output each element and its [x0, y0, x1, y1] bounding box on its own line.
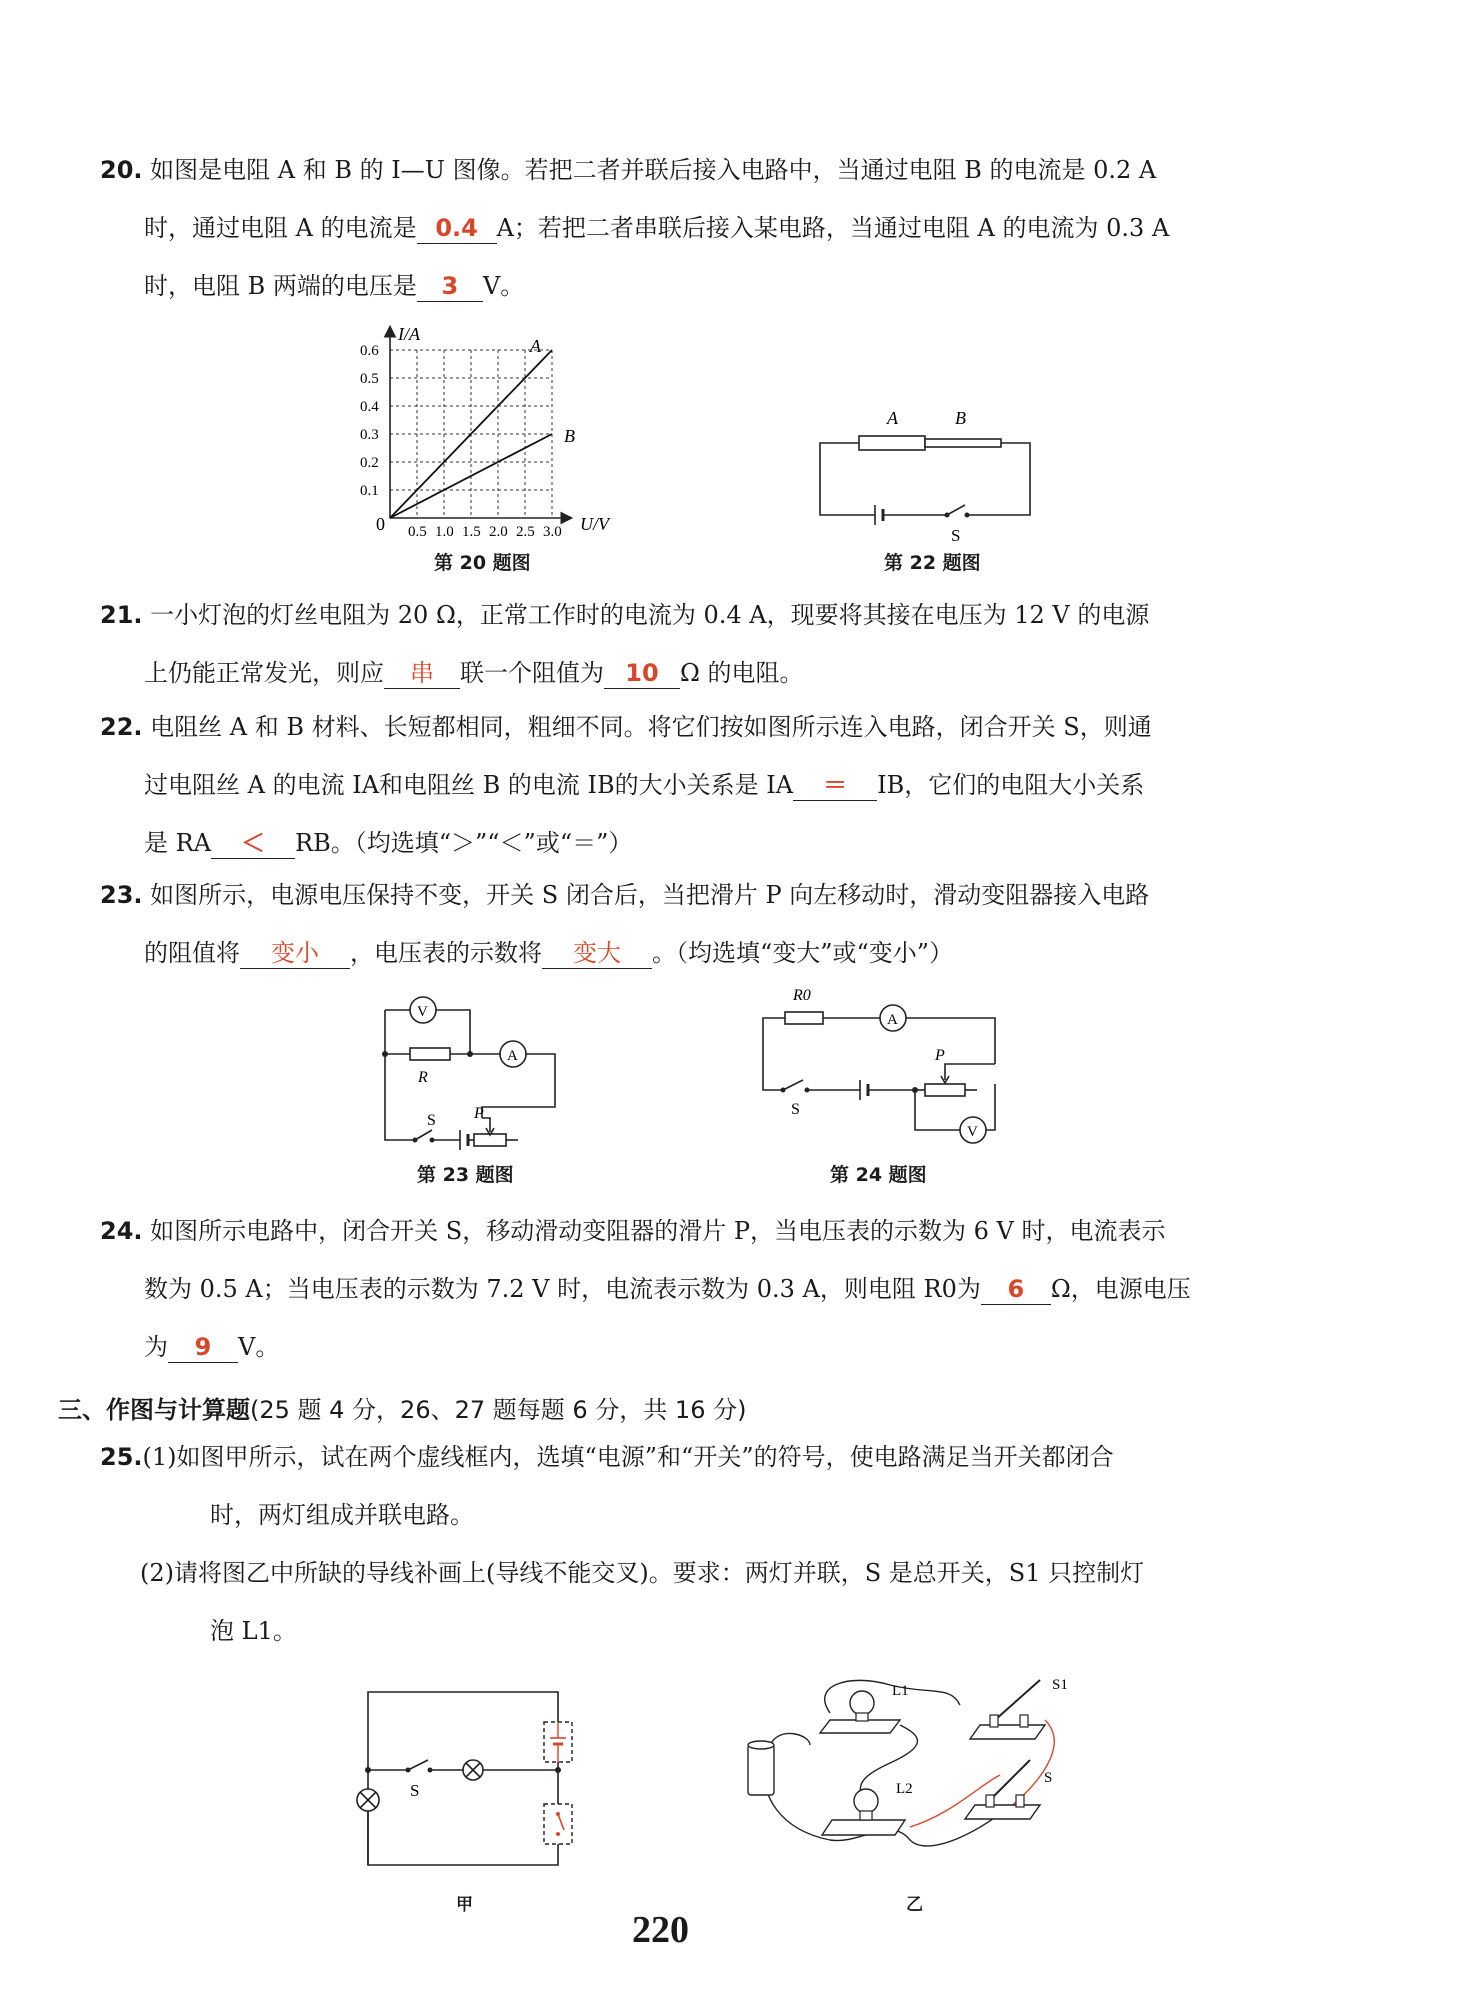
question-text: 一小灯泡的灯丝电阻为 20 Ω，正常工作时的电流为 0.4 A，现要将其接在电压为 12 V 的电源	[150, 601, 1150, 629]
question-text: (2)请将图乙中所缺的导线补画上(导线不能交叉)。要求：两灯并联，S 是总开关，S1 只控制灯	[140, 1559, 1145, 1587]
section-note: (25 题 4 分，26、27 题每题 6 分，共 16 分)	[250, 1396, 747, 1424]
question-text: A；若把二者串联后接入某电路，当通过电阻 A 的电流为 0.3 A	[496, 214, 1170, 242]
figure-25-yi-caption: 乙	[906, 1895, 923, 1915]
question-24	[100, 1202, 1310, 1376]
resistor-b	[925, 439, 1001, 447]
section-3-header	[58, 1390, 746, 1425]
label-s: S	[791, 1101, 800, 1118]
line-a-label: A	[530, 336, 541, 356]
figure-24-circuit	[755, 980, 1005, 1150]
question-text: 过电阻丝 A 的电流 IA和电阻丝 B 的电流 IB的大小关系是 IA	[144, 771, 794, 799]
question-text: 联一个阻值为	[460, 659, 604, 687]
resistor-a	[859, 436, 925, 450]
label-s: S	[410, 1781, 420, 1800]
question-text: 是 RA	[144, 829, 212, 857]
ammeter-label: A	[507, 1048, 518, 1064]
origin-label: 0	[376, 514, 385, 534]
figure-25-jia-caption: 甲	[456, 1895, 473, 1915]
question-23	[100, 866, 1310, 982]
bulb-l1	[850, 1691, 874, 1715]
question-25	[100, 1428, 1310, 1660]
lamp-base-l2	[822, 1820, 905, 1835]
question-20	[100, 141, 1310, 315]
question-number: 24.	[100, 1217, 143, 1245]
bulb-l2	[854, 1789, 878, 1813]
label-l2: L2	[896, 1781, 913, 1797]
y-tick-label: 0.4	[360, 399, 379, 415]
rheostat	[925, 1084, 965, 1096]
figure-22-caption: 第 22 题图	[884, 552, 981, 574]
question-number: 25.	[100, 1443, 143, 1471]
switch-s1	[970, 1725, 1045, 1739]
answer-blank[interactable]: 3	[417, 271, 483, 302]
question-text: 为	[144, 1333, 168, 1361]
label-s: S	[427, 1112, 436, 1129]
question-text: 数为 0.5 A；当电压表的示数为 7.2 V 时，电流表示数为 0.3 A，则电阻 R0为	[144, 1275, 981, 1303]
page-number: 220	[632, 1909, 689, 1951]
label-s: S	[1044, 1770, 1053, 1786]
question-number: 21.	[100, 601, 143, 629]
x-tick-label: 2.0	[489, 524, 508, 540]
label-r: R	[418, 1069, 428, 1086]
x-axis-label: U/V	[580, 514, 609, 534]
figure-20-iu-graph	[340, 318, 640, 548]
voltmeter-label: V	[967, 1124, 978, 1140]
question-text: ，电压表的示数将	[350, 939, 542, 967]
question-text: V。	[482, 272, 525, 300]
answer-blank[interactable]: 9	[168, 1332, 238, 1363]
x-tick-label: 0.5	[408, 524, 427, 540]
x-tick-label: 3.0	[543, 524, 562, 540]
label-l1: L1	[892, 1683, 909, 1699]
section-title: 三、作图与计算题	[58, 1396, 250, 1424]
question-text: 时，两灯组成并联电路。	[210, 1501, 474, 1529]
resistor-r0	[785, 1012, 823, 1024]
question-text: 。（均选填“变大”或“变小”）	[652, 939, 954, 967]
resistor-r	[410, 1048, 450, 1060]
question-22	[100, 698, 1310, 872]
label-p: P	[474, 1105, 484, 1122]
answer-blank[interactable]: 6	[981, 1274, 1051, 1305]
question-number: 22.	[100, 713, 143, 741]
label-s: S	[951, 526, 961, 545]
x-tick-label: 1.5	[462, 524, 481, 540]
figure-23-circuit	[370, 990, 570, 1150]
answer-blank[interactable]: 变小	[240, 938, 350, 969]
figure-24-caption: 第 24 题图	[830, 1164, 927, 1186]
answer-blank[interactable]: 变大	[542, 938, 652, 969]
figure-20-caption: 第 20 题图	[434, 552, 531, 574]
label-a: A	[887, 408, 898, 428]
battery	[748, 1745, 774, 1795]
question-text: (1)如图甲所示，试在两个虚线框内，选填“电源”和“开关”的符号，使电路满足当开关都闭合	[142, 1443, 1114, 1471]
question-text: 的阻值将	[144, 939, 240, 967]
question-text: 如图是电阻 A 和 B 的 I—U 图像。若把二者并联后接入电路中，当通过电阻 B 的电流是 0.2 A	[150, 156, 1157, 184]
figure-22-circuit	[815, 398, 1045, 548]
question-21	[100, 586, 1310, 702]
question-text: IB，它们的电阻大小关系	[877, 771, 1145, 799]
switch-s	[965, 1805, 1040, 1819]
question-number: 20.	[100, 156, 143, 184]
label-p: P	[935, 1047, 945, 1064]
question-text: 如图所示，电源电压保持不变，开关 S 闭合后，当把滑片 P 向左移动时，滑动变阻器接入电路	[150, 881, 1150, 909]
y-tick-label: 0.6	[360, 343, 379, 359]
figure-25-yi-wiring	[740, 1665, 1090, 1880]
lamp-base-l1	[820, 1720, 900, 1733]
label-s1: S1	[1052, 1677, 1068, 1693]
answer-blank[interactable]: 10	[604, 658, 680, 689]
y-tick-label: 0.2	[360, 455, 379, 471]
y-tick-label: 0.3	[360, 427, 379, 443]
answer-blank[interactable]: 0.4	[417, 213, 497, 244]
question-text: 如图所示电路中，闭合开关 S，移动滑动变阻器的滑片 P，当电压表的示数为 6 V 时，电流表示	[150, 1217, 1166, 1245]
question-text: 电阻丝 A 和 B 材料、长短都相同，粗细不同。将它们按如图所示连入电路，闭合开关 S，则通	[150, 713, 1152, 741]
question-text: V。	[238, 1333, 280, 1361]
x-tick-label: 2.5	[516, 524, 535, 540]
question-number: 23.	[100, 881, 143, 909]
y-tick-label: 0.5	[360, 371, 379, 387]
figure-25-jia-circuit	[348, 1680, 588, 1880]
dashed-box-bottom	[544, 1804, 572, 1844]
voltmeter-label: V	[417, 1004, 428, 1020]
line-b-label: B	[564, 426, 575, 446]
answer-blank[interactable]: ＜	[211, 828, 295, 859]
question-text: 上仍能正常发光，则应	[144, 659, 384, 687]
figure-23-caption: 第 23 题图	[417, 1164, 514, 1186]
y-tick-label: 0.1	[360, 483, 379, 499]
question-text: RB。（均选填“＞”“＜”或“＝”）	[295, 829, 633, 857]
question-text: 泡 L1。	[210, 1617, 297, 1645]
question-text: Ω 的电阻。	[680, 659, 804, 687]
label-r0: R0	[793, 987, 811, 1004]
y-axis-label: I/A	[398, 324, 420, 344]
question-text: Ω，电源电压	[1050, 1275, 1191, 1303]
label-b: B	[955, 408, 966, 428]
ammeter-label: A	[887, 1012, 898, 1028]
answer-blank[interactable]: 串	[384, 658, 460, 689]
question-text: 时，电阻 B 两端的电压是	[144, 272, 417, 300]
question-text: 时，通过电阻 A 的电流是	[144, 214, 417, 242]
answer-blank[interactable]: ＝	[793, 770, 877, 801]
x-tick-label: 1.0	[435, 524, 454, 540]
